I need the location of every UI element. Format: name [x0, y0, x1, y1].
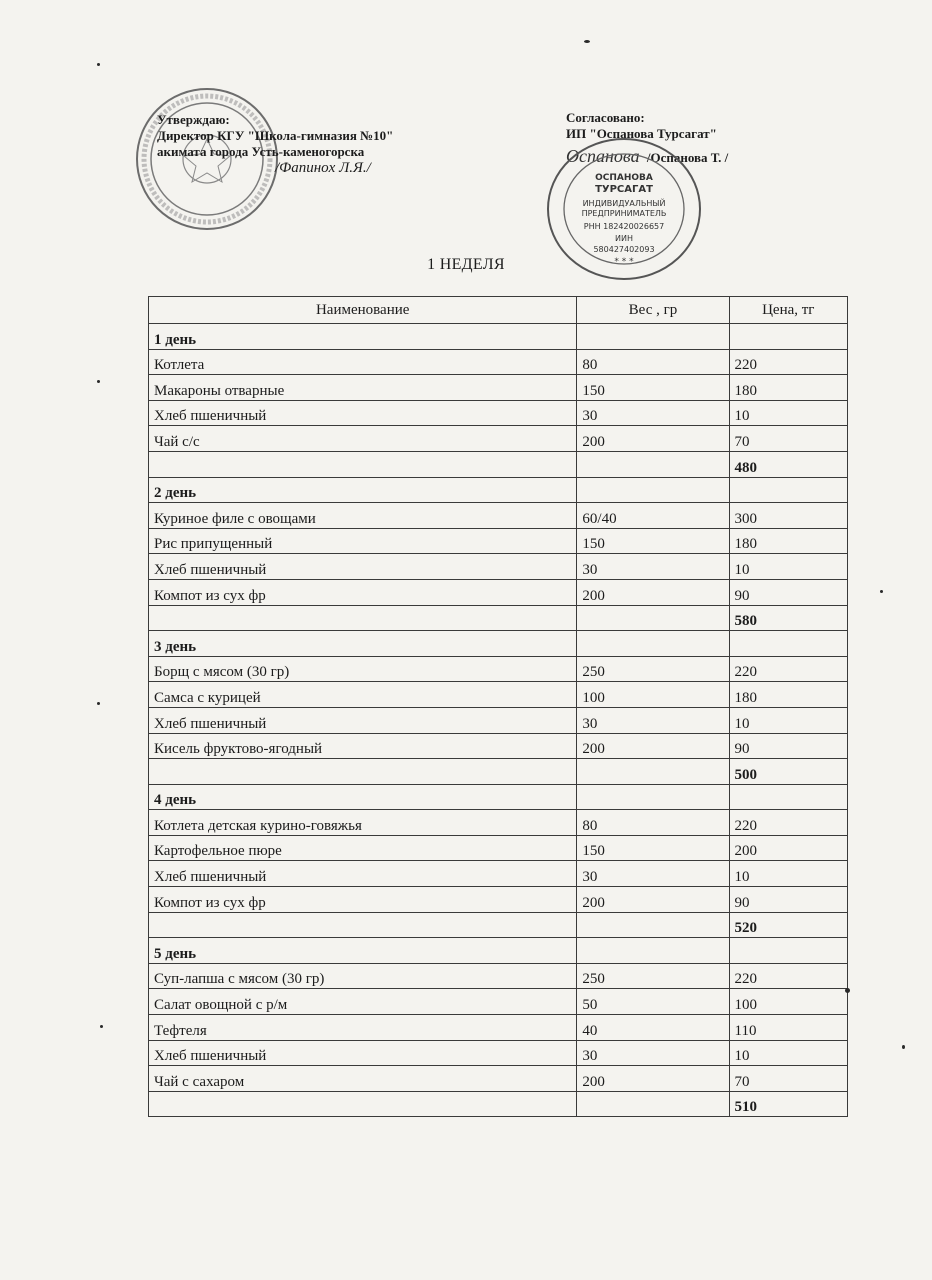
dish-weight: 40 [577, 1015, 729, 1041]
dish-weight: 250 [577, 963, 729, 989]
table-row [149, 1040, 848, 1066]
dish-name: Самса с курицей [149, 682, 577, 708]
dish-weight: 30 [577, 554, 729, 580]
dish-price: 10 [729, 400, 847, 426]
day-label: 3 день [149, 631, 577, 657]
dish-name: Котлета детская курино-говяжья [149, 810, 577, 836]
approve-heading: Утверждаю: [157, 112, 230, 127]
dish-weight: 30 [577, 707, 729, 733]
dish-name: Чай с/с [149, 426, 577, 452]
scan-speck [97, 702, 100, 705]
total-row [149, 451, 848, 477]
stamp-iin: 580427402093 [593, 245, 655, 254]
empty-cell [577, 784, 729, 810]
dish-weight: 150 [577, 375, 729, 401]
day-header-row [149, 938, 848, 964]
menu-table [148, 296, 848, 1117]
empty-cell [729, 324, 847, 350]
table-row [149, 810, 848, 836]
day-total: 520 [729, 912, 847, 938]
dish-price: 200 [729, 835, 847, 861]
empty-cell [149, 605, 577, 631]
dish-price: 90 [729, 579, 847, 605]
empty-cell [149, 912, 577, 938]
dish-name: Чай с сахаром [149, 1066, 577, 1092]
dish-price: 220 [729, 810, 847, 836]
stamp-stars: * * * [614, 257, 634, 267]
total-row [149, 912, 848, 938]
dish-price: 90 [729, 887, 847, 913]
column-header-name: Наименование [149, 297, 577, 324]
dish-name: Хлеб пшеничный [149, 861, 577, 887]
dish-weight: 200 [577, 887, 729, 913]
dish-weight: 30 [577, 1040, 729, 1066]
table-row [149, 579, 848, 605]
total-row [149, 605, 848, 631]
table-row [149, 1015, 848, 1041]
dish-weight: 200 [577, 733, 729, 759]
dish-price: 10 [729, 1040, 847, 1066]
empty-cell [149, 451, 577, 477]
table-row [149, 528, 848, 554]
dish-weight: 30 [577, 400, 729, 426]
dish-price: 110 [729, 1015, 847, 1041]
scan-speck [902, 1045, 905, 1049]
dish-weight: 150 [577, 835, 729, 861]
dish-price: 220 [729, 963, 847, 989]
approve-signature: /Фапиноx Л.Я./ [275, 160, 371, 176]
table-row [149, 989, 848, 1015]
stamp-rnn: РНН 182420026657 [583, 222, 665, 231]
empty-cell [577, 324, 729, 350]
agreed-heading: Согласовано: [566, 110, 645, 125]
empty-cell [577, 1091, 729, 1117]
dish-name: Рис припущенный [149, 528, 577, 554]
dish-price: 300 [729, 503, 847, 529]
agreed-signature-scrawl: Оспанова [566, 146, 640, 166]
empty-cell [577, 631, 729, 657]
scan-speck [97, 63, 100, 66]
dish-weight: 60/40 [577, 503, 729, 529]
dish-weight: 30 [577, 861, 729, 887]
week-title: 1 НЕДЕЛЯ [427, 256, 505, 273]
dish-price: 10 [729, 707, 847, 733]
table-row [149, 426, 848, 452]
empty-cell [577, 938, 729, 964]
dish-name: Борщ с мясом (30 гр) [149, 656, 577, 682]
table-header-row [149, 297, 848, 324]
table-row [149, 861, 848, 887]
scan-speck [584, 40, 590, 43]
table-row [149, 963, 848, 989]
scan-speck [100, 1025, 103, 1028]
table-row [149, 1066, 848, 1092]
stamp-iin-label: ИИН [615, 234, 633, 243]
table-row [149, 682, 848, 708]
total-row [149, 759, 848, 785]
table-row [149, 887, 848, 913]
dish-name: Суп-лапша с мясом (30 гр) [149, 963, 577, 989]
column-header-weight: Вес , гр [577, 297, 729, 324]
empty-cell [577, 477, 729, 503]
day-header-row [149, 324, 848, 350]
empty-cell [729, 938, 847, 964]
dish-weight: 150 [577, 528, 729, 554]
table-row [149, 400, 848, 426]
stamp-type-2: ПРЕДПРИНИМАТЕЛЬ [581, 209, 667, 218]
approve-akimat: акимата города Усть-каменогорска [157, 144, 365, 159]
dish-price: 180 [729, 528, 847, 554]
dish-weight: 100 [577, 682, 729, 708]
dish-name: Макароны отварные [149, 375, 577, 401]
table-row [149, 375, 848, 401]
stamp-name-2: ТУРСАГАТ [595, 184, 653, 195]
dish-name: Компот из сух фр [149, 887, 577, 913]
day-label: 1 день [149, 324, 577, 350]
stamp-type-1: ИНДИВИДУАЛЬНЫЙ [582, 199, 666, 208]
table-row [149, 656, 848, 682]
dish-price: 90 [729, 733, 847, 759]
dish-name: Котлета [149, 349, 577, 375]
dish-weight: 80 [577, 810, 729, 836]
dish-name: Хлеб пшеничный [149, 400, 577, 426]
table-row [149, 835, 848, 861]
dish-weight: 50 [577, 989, 729, 1015]
day-label: 4 день [149, 784, 577, 810]
scan-speck [880, 590, 883, 593]
column-header-price: Цена, тг [729, 297, 847, 324]
dish-price: 220 [729, 349, 847, 375]
total-row [149, 1091, 848, 1117]
dish-name: Компот из сух фр [149, 579, 577, 605]
empty-cell [577, 912, 729, 938]
dish-price: 10 [729, 554, 847, 580]
dish-name: Кисель фруктово-ягодный [149, 733, 577, 759]
day-label: 2 день [149, 477, 577, 503]
agreed-signature-name: /Оспанова Т. / [646, 150, 729, 165]
dish-name: Тефтеля [149, 1015, 577, 1041]
approval-block [157, 112, 393, 176]
empty-cell [149, 759, 577, 785]
day-total: 500 [729, 759, 847, 785]
dish-price: 100 [729, 989, 847, 1015]
dish-weight: 250 [577, 656, 729, 682]
dish-name: Хлеб пшеничный [149, 1040, 577, 1066]
dish-price: 180 [729, 682, 847, 708]
table-row [149, 707, 848, 733]
menu-table-body [149, 324, 848, 1117]
dish-price: 70 [729, 426, 847, 452]
empty-cell [149, 1091, 577, 1117]
dish-weight: 200 [577, 1066, 729, 1092]
dish-weight: 200 [577, 579, 729, 605]
dish-price: 180 [729, 375, 847, 401]
table-row [149, 554, 848, 580]
day-header-row [149, 477, 848, 503]
scan-speck [97, 380, 100, 383]
table-row [149, 503, 848, 529]
dish-weight: 80 [577, 349, 729, 375]
approve-director: Директор КГУ "Школа-гимназия №10" [157, 128, 394, 143]
dish-name: Картофельное пюре [149, 835, 577, 861]
empty-cell [577, 605, 729, 631]
day-total: 480 [729, 451, 847, 477]
empty-cell [577, 451, 729, 477]
empty-cell [729, 784, 847, 810]
scan-speck [845, 988, 850, 993]
empty-cell [577, 759, 729, 785]
dish-weight: 200 [577, 426, 729, 452]
stamp-name-1: ОСПАНОВА [595, 173, 653, 183]
day-total: 580 [729, 605, 847, 631]
dish-price: 220 [729, 656, 847, 682]
dish-name: Хлеб пшеничный [149, 707, 577, 733]
table-row [149, 349, 848, 375]
day-header-row [149, 784, 848, 810]
agreed-entrepreneur: ИП "Оспанова Турсагат" [566, 126, 717, 141]
dish-price: 10 [729, 861, 847, 887]
day-header-row [149, 631, 848, 657]
dish-name: Салат овощной с р/м [149, 989, 577, 1015]
empty-cell [729, 477, 847, 503]
day-label: 5 день [149, 938, 577, 964]
dish-price: 70 [729, 1066, 847, 1092]
empty-cell [729, 631, 847, 657]
dish-name: Куриное филе с овощами [149, 503, 577, 529]
day-total: 510 [729, 1091, 847, 1117]
table-row [149, 733, 848, 759]
dish-name: Хлеб пшеничный [149, 554, 577, 580]
